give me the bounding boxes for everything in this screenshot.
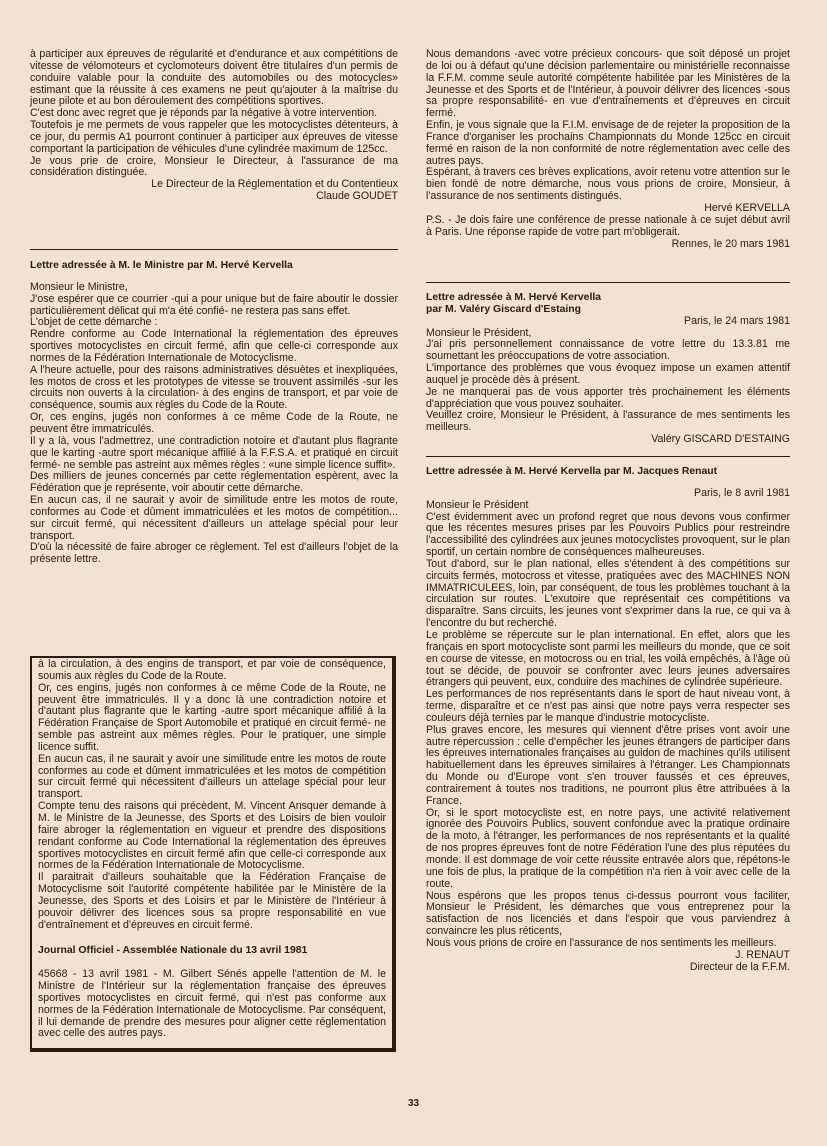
signature-title: Directeur de la F.F.M. bbox=[689, 960, 790, 973]
paragraph: Plus graves encore, les mesures qui viennent d'être prises vont avoir une autre répercussion : celle d'empêcher les jeunes étrangers de participer dans les épreuves internationales françaises au guidon de machines qu'ils utilisent habituellement dans les épreuves similaires à l'étranger. Les Championnats du Monde ou d'Europe vont s'en trouver faussés et ces épreuves, contrairement à toutes nos traditions, ne pourront plus être attribuées à la France. bbox=[426, 723, 790, 807]
paragraph: Les performances de nos représentants dans le sport de haut niveau vont, à terme, disparaître et ce n'est pas ainsi que notre pays verra respecter ses couleurs déjà ternies par le manque d'industrie motocycliste. bbox=[426, 688, 790, 724]
paragraph: Des milliers de jeunes concernés par cette réglementation espèrent, avec la Fédération que je représente, voir aboutir cette démarche. bbox=[30, 470, 398, 495]
signature-name: J. RENAUT bbox=[735, 948, 790, 961]
paragraph: L'objet de cette démarche : bbox=[30, 316, 158, 329]
paragraph: à participer aux épreuves de régularité et d'endurance et aux compétitions de vitesse de vélomoteurs et cyclomoteurs doivent être titulaires d'un permis de conduire valable pour la conduite des automobiles ou des motocycles» estimant que la réussite à ces examens ne peut qu'ajouter à la maîtrise du jeune pilote et au bon déroulement des compétitions sportives. bbox=[30, 48, 398, 108]
paragraph: Espérant, à travers ces brèves explications, avoir retenu votre attention sur le bien fondé de notre démarche, nous vous prions de croire, Monsieur, à l'assurance de nos sentiments distingués. bbox=[426, 166, 790, 203]
paragraph: Rendre conforme au Code International la réglementation des épreuves sportives motocyclistes en circuit fermé, afin que celle-ci corresponde aux normes de la Fédération Internationale de Motocyclisme. bbox=[30, 328, 398, 364]
paragraph: Monsieur le Président, bbox=[426, 326, 532, 339]
paragraph: L'importance des problèmes que vous évoquez impose un examen attentif auquel je procède dès à présent. bbox=[426, 362, 790, 386]
paragraph: D'où la nécessité de faire abroger ce règlement. Tel est d'ailleurs l'objet de la présente lettre. bbox=[30, 541, 398, 566]
letter-from-renaut bbox=[426, 466, 790, 973]
paragraph: J'ai pris personnellement connaissance de votre lettre du 13.3.81 me soumettant les préoccupations de votre association. bbox=[426, 338, 790, 363]
paragraph: En aucun cas, il ne saurait y avoir de similitude entre les motos de route, conformes au Code et dûment immatriculées et les motos de compétition... sur circuit fermé, qui nécessitent d'ailleurs un attelage spécial pour leur transport. bbox=[30, 494, 398, 542]
letter-date: Paris, le 8 avril 1981 bbox=[694, 486, 790, 499]
letter-date: Rennes, le 20 mars 1981 bbox=[671, 237, 790, 250]
right-column-top bbox=[426, 49, 790, 250]
postscript: P.S. - Je dois faire une conférence de presse nationale à ce sujet début avril à Paris. Une réponse rapide de votre part m'obligerait. bbox=[426, 213, 790, 238]
letter-date: Paris, le 24 mars 1981 bbox=[684, 314, 790, 327]
paragraph: Veuillez croire, Monsieur le Président, à l'assurance de mes sentiments les meilleurs. bbox=[426, 409, 790, 434]
section-divider bbox=[426, 456, 790, 457]
paragraph: Enfin, je vous signale que la F.I.M. envisage de de rejeter la proposition de la France d'organiser les prochains Championnats du Monde 125cc en circuit fermé en raison de la non conformité de notre réglementation avec celle des autres pays. bbox=[426, 119, 790, 167]
letter-to-minister bbox=[30, 260, 398, 566]
paragraph: Or, ces engins, jugés non conformes à ce même Code de la Route, ne peuvent être immatriculés. bbox=[30, 411, 398, 435]
paragraph: 45668 - 13 avril 1981 - M. Gilbert Sénés appelle l'attention de M. le Ministre de l'Intérieur sur la réglementation française des épreuves sportives motocyclistes en circuit fermé, qui n'est pas conforme aux normes de la Fédération Internationale de Motocyclisme. Par conséquent, il lui demande de prendre des mesures pour aligner cette réglementation avec celle des autres pays. bbox=[38, 968, 386, 1040]
signature-name: Valéry GISCARD D'ESTAING bbox=[651, 433, 790, 446]
section-divider bbox=[426, 282, 790, 283]
page-number: 33 bbox=[407, 1098, 420, 1109]
section-heading: Lettre adressée à M. Hervé Kervella bbox=[426, 292, 602, 303]
paragraph: Il paraitrait d'ailleurs souhaitable que la Fédération Française de Motocyclisme soit l'autorité compétente habilitée par le Ministère de la Jeunesse, des Sports et des Loisirs et par le Ministère de l'Intérieur à pouvoir délivrer des licences sous sa propre responsabilité en vue d'entraînement et d'épreuves en circuit fermé. bbox=[38, 871, 386, 931]
section-divider bbox=[30, 249, 398, 250]
signature-name: Hervé KERVELLA bbox=[704, 201, 790, 214]
section-heading: Lettre adressée à M. le Ministre par M. Hervé Kervella bbox=[30, 260, 293, 271]
paragraph: A l'heure actuelle, pour des raisons administratives désuètes et inexpliquées, les motos de cross et les prototypes de vitesse se trouvent assimilés -sur les circuits non ouverts à la circulation- à des engins de transport, et par voie de conséquence, soumis aux règles du Code de la Route. bbox=[30, 363, 398, 412]
section-heading: Lettre adressée à M. Hervé Kervella par M. Jacques Renaut bbox=[426, 466, 718, 477]
signature-title: Le Directeur de la Réglementation et du Contentieux bbox=[151, 178, 398, 191]
paragraph: Il y a là, vous l'admettrez, une contradiction notoire et d'autant plus flagrante que le karting -autre sport mécanique affilié à la F.F.S.A. et pratiqué en circuit fermé- ne semble pas astreint aux mêmes règles : «une simple licence suffit». bbox=[30, 434, 398, 471]
paragraph: Monsieur le Ministre, bbox=[30, 280, 128, 293]
boxed-insert bbox=[30, 656, 396, 1052]
paragraph: J'ose espérer que ce courrier -qui a pour unique but de faire aboutir le dossier particulièrement délicat qui m'a été confié- ne restera pas sans effet. bbox=[30, 292, 398, 317]
paragraph: Monsieur le Président bbox=[426, 498, 529, 511]
paragraph: Or, si le sport motocycliste est, en notre pays, une activité relativement ignorée des Pouvoirs Publics, souvent confondue avec la pratique ordinaire de la moto, à l'étranger, les performances de nos représentants et la qualité de nos propres épreuves font de notre Fédération l'une des plus réputées du monde. Il est dommage de voir cette réussite entravée alors que, répétons-le une fois de plus, la pratique de la compétition n'a rien à voir avec celle de la route. bbox=[426, 806, 790, 890]
paragraph: Je ne manquerai pas de vous apporter très prochainement les éléments d'appréciation que vous pouvez souhaiter. bbox=[426, 385, 790, 410]
section-heading: par M. Valéry Giscard d'Estaing bbox=[426, 303, 581, 315]
paragraph: à la circulation, à des engins de transport, et par voie de conséquence, soumis aux règles du Code de la Route. bbox=[38, 658, 386, 682]
paragraph: Je vous prie de croire, Monsieur le Directeur, à l'assurance de ma considération distinguée. bbox=[30, 154, 398, 179]
paragraph: Tout d'abord, sur le plan national, elles s'étendent à des compétitions sur circuits fermés, motocross et vitesse, pratiquées avec des MACHINES NON IMMATRICULEES, loin, par conséquent, de tous les problèmes touchant à la circulation sur routes. L'exutoire que représentait ces compétitions va disparaître. Sans circuits, les jeunes vont s'exprimer dans la rue, ce qui va à l'encontre du but recherché. bbox=[426, 557, 790, 630]
paragraph: En aucun cas, il ne saurait y avoir une similitude entre les motos de route conformes au code et dûment immatriculées et les motos de compétition sur circuit fermé qui nécessitent d'ailleurs un attelage spécial pour leur transport. bbox=[38, 752, 386, 801]
paragraph: Nous demandons -avec votre précieux concours- que soit déposé un projet de loi ou à défaut qu'une décision parlementaire ou ministérielle reconnaisse la F.F.M. comme seule autorité compétente habilitée par les Ministères de la Jeunesse et des Sports et de l'Intérieur, à pouvoir délivrer des licences -sous sa propre responsabilité- en vue d'entraînements et d'épreuves en circuit fermé. bbox=[426, 48, 790, 120]
paragraph: C'est donc avec regret que je réponds par la négative à votre intervention. bbox=[30, 107, 378, 120]
letter-from-president bbox=[426, 292, 790, 446]
paragraph: Toutefois je me permets de vous rappeler que les motocyclistes détenteurs, à ce jour, du permis A1 pourront continuer à participer aux épreuves de vitesse comportant la participation de véhicules d'une cylindrée maximum de 125cc. bbox=[30, 119, 398, 155]
section-heading: Journal Officiel - Assemblée Nationale du 13 avril 1981 bbox=[38, 945, 308, 957]
signature-name: Claude GOUDET bbox=[316, 190, 398, 203]
paragraph: Le problème se répercute sur le plan international. En effet, alors que les français en sport motocycliste sont parmi les meilleurs du monde, que ce soit en course de vitesse, en motocross ou en trial, les voilà empêchés, à l'âge où tout se décide, de pouvoir se confronter avec leurs jeunes adversaires étrangers qui peuvent, eux, conduire des machines de cylindrée supérieure. bbox=[426, 628, 790, 689]
paragraph: Or, ces engins, jugés non conformes à ce même Code de la Route, ne peuvent être immatriculés. Il y a donc là une contradiction notoire et d'autant plus flagrante que le karting -autre sport mécanique affilié à la Fédération Française de Sport Automobile et pratiqué en circuit fermé- ne semble pas astreint aux mêmes règles. Pour le pratiquer, une simple licence suffit. bbox=[38, 681, 386, 753]
paragraph: Nous espérons que les propos tenus ci-dessus pourront vous faciliter, Monsieur le Président, les démarches que vous entreprenez pour la satisfaction de nos licenciés et dans l'espoir que vous parviendrez à convaincre les plus réticents, bbox=[426, 889, 790, 938]
paragraph: C'est évidemment avec un profond regret que nous devons vous confirmer que les récentes mesures prises par les Pouvoirs Publics pour restreindre l'accessibilité des cylindrées aux jeunes motocyclistes provoquent, sur le plan sportif, un certain nombre de conséquences malheureuses. bbox=[426, 510, 790, 559]
paragraph: Compte tenu des raisons qui précèdent, M. Vincent Ansquer demande à M. le Ministre de la Jeunesse, des Sports et des Loisirs de bien vouloir faire abroger la réglementation en vigueur et prendre des dispositions rendant conforme au Code International la réglementation des épreuves sportives motocyclistes en circuit fermé afin que celle-ci corresponde aux normes de la Fédération Internationale de Motocyclisme. bbox=[38, 800, 386, 872]
paragraph: Nous vous prions de croire en l'assurance de nos sentiments les meilleurs. bbox=[426, 936, 777, 949]
left-column-top bbox=[30, 49, 398, 203]
